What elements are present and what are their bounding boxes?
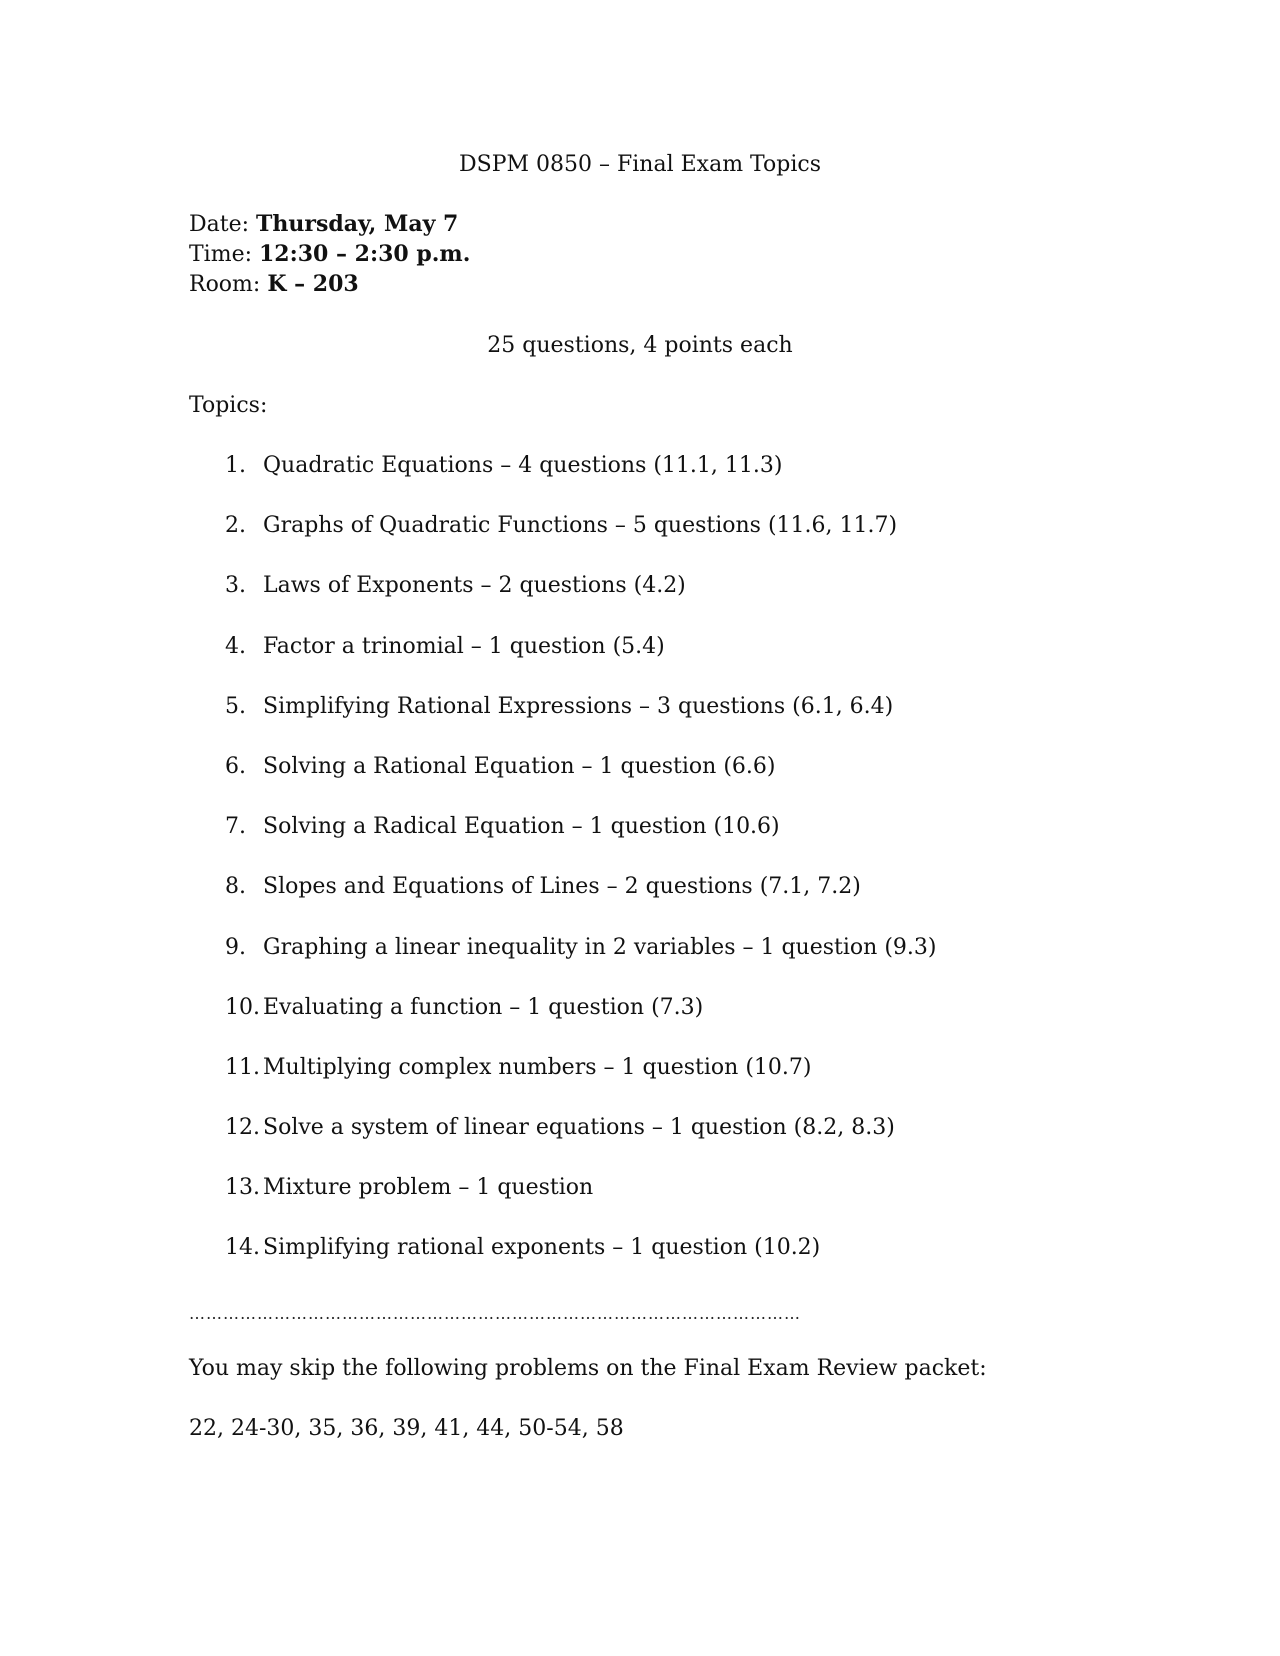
topic-number: 5. — [225, 693, 246, 719]
topic-item — [0, 993, 1280, 1053]
topic-number: 14. — [225, 1235, 260, 1261]
topic-text: Graphing a linear inequality in 2 variables – 1 question (9.3) — [263, 934, 937, 960]
topic-item — [0, 812, 1280, 872]
topic-item — [0, 1233, 1280, 1293]
topic-text: Solve a system of linear equations – 1 question (8.2, 8.3) — [263, 1115, 895, 1141]
topic-item — [0, 752, 1280, 812]
topic-text: Solving a Rational Equation – 1 question (6.6) — [263, 753, 776, 779]
topic-text: Slopes and Equations of Lines – 2 questions (7.1, 7.2) — [263, 874, 861, 900]
skip-problem-list: 22, 24-30, 35, 36, 39, 41, 44, 50-54, 58 — [189, 1416, 624, 1441]
document-title: DSPM 0850 – Final Exam Topics — [458, 152, 821, 177]
exam-room-value: K – 203 — [267, 271, 359, 297]
topic-item — [0, 692, 1280, 752]
topic-number: 6. — [225, 753, 246, 779]
topic-item — [0, 1113, 1280, 1173]
topic-text: Solving a Radical Equation – 1 question (10.6) — [263, 814, 780, 840]
topic-text: Factor a trinomial – 1 question (5.4) — [263, 633, 665, 659]
topics-heading: Topics: — [189, 393, 268, 418]
topic-item — [0, 511, 1280, 571]
topic-text: Mixture problem – 1 question — [263, 1175, 594, 1201]
topic-text: Graphs of Quadratic Functions – 5 questions (11.6, 11.7) — [263, 513, 898, 539]
topic-number: 12. — [225, 1115, 260, 1141]
skip-note: You may skip the following problems on the Final Exam Review packet: — [189, 1356, 987, 1381]
topic-number: 11. — [225, 1054, 260, 1080]
dotted-separator: ……………………………………………………………………………………………… — [189, 1304, 801, 1323]
topic-item — [0, 571, 1280, 631]
topic-text: Multiplying complex numbers – 1 question (10.7) — [263, 1054, 812, 1080]
topic-number: 4. — [225, 633, 246, 659]
topic-number: 13. — [225, 1175, 260, 1201]
topic-number: 1. — [225, 453, 246, 478]
exam-room — [189, 269, 470, 299]
topic-item — [0, 933, 1280, 993]
topic-item — [0, 1053, 1280, 1113]
exam-time — [189, 239, 470, 269]
topic-item — [0, 451, 1280, 511]
topic-number: 7. — [225, 814, 246, 840]
topics-list — [0, 451, 1280, 1294]
topic-text: Simplifying rational exponents – 1 question (10.2) — [263, 1235, 821, 1261]
topic-number: 3. — [225, 573, 246, 599]
topic-number: 10. — [225, 994, 260, 1020]
topic-number: 2. — [225, 513, 246, 539]
topic-text: Laws of Exponents – 2 questions (4.2) — [263, 573, 686, 599]
exam-summary: 25 questions, 4 points each — [487, 333, 793, 358]
topic-text: Quadratic Equations – 4 questions (11.1, 11.3) — [263, 453, 783, 478]
topic-number: 9. — [225, 934, 246, 960]
topic-item — [0, 632, 1280, 692]
exam-time-label: Time: — [189, 242, 259, 267]
exam-time-value: 12:30 – 2:30 p.m. — [259, 241, 471, 267]
topic-text: Simplifying Rational Expressions – 3 questions (6.1, 6.4) — [263, 693, 894, 719]
exam-date — [189, 209, 470, 239]
topic-item — [0, 1173, 1280, 1233]
exam-date-value: Thursday, May 7 — [256, 211, 459, 237]
topic-text: Evaluating a function – 1 question (7.3) — [263, 994, 704, 1020]
topic-item — [0, 872, 1280, 932]
exam-date-label: Date: — [189, 212, 257, 237]
exam-room-label: Room: — [189, 272, 268, 297]
topic-number: 8. — [225, 874, 246, 900]
exam-info — [189, 209, 470, 299]
